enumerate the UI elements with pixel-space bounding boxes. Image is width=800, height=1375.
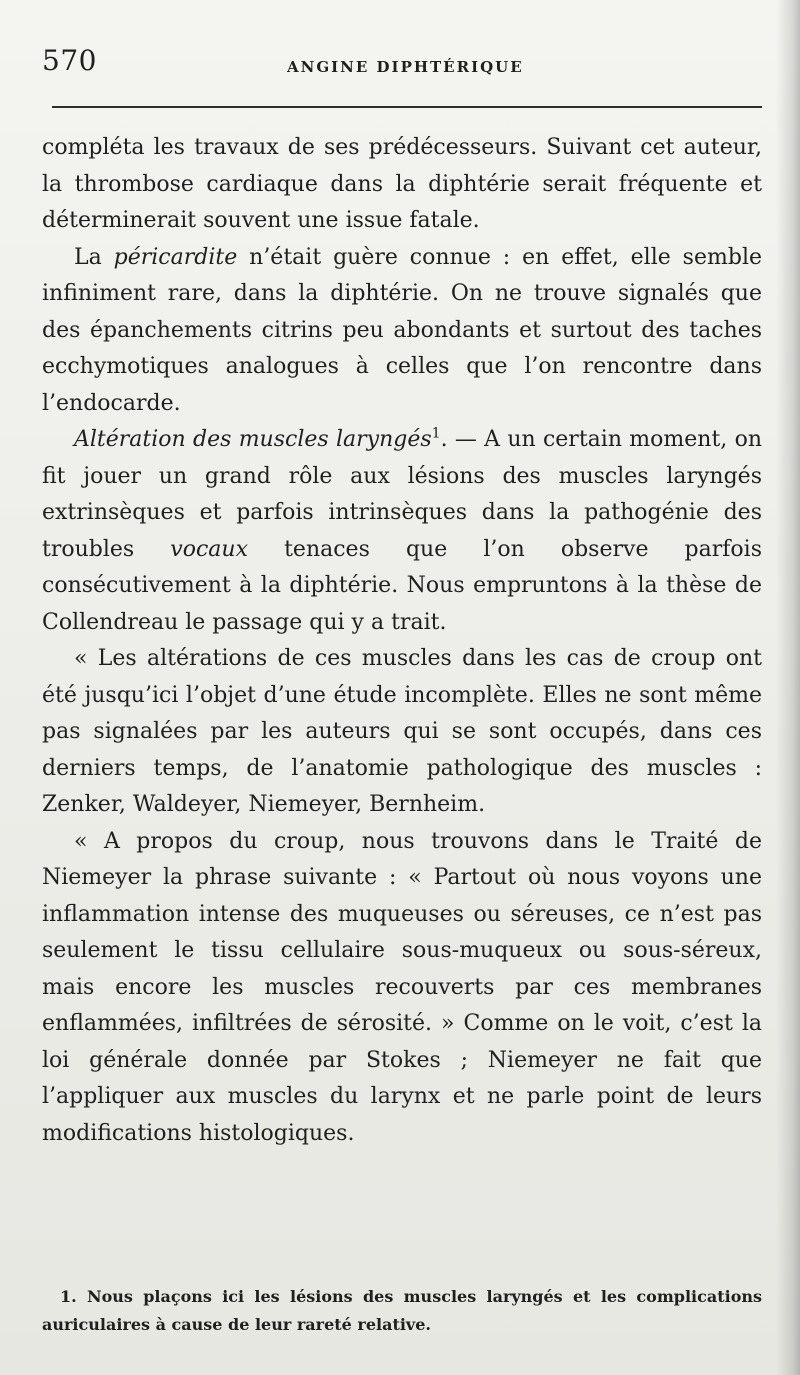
paragraph-pericardite — [42, 240, 762, 423]
running-title: ANGINE DIPHTÉRIQUE — [287, 58, 524, 76]
section-title-alteration: Altération des muscles laryngés — [74, 427, 432, 452]
paragraph-quotation-1 — [42, 641, 762, 824]
paragraph-muscles-laryngés — [42, 422, 762, 641]
paragraph-3-text-b: tenaces que l’on observe parfois consécutivement à la diphtérie. Nous empruntons à la thèse de Collendreau le passage qui y a trait. — [42, 536, 762, 635]
page-number: 570 — [42, 44, 97, 77]
paragraph-5-text: « A propos du croup, nous trouvons dans le Traité de Niemeyer la phrase suivante : « Partout où nous voyons une inflammation intense des muqueuses ou séreuses, ce n’est pas seulement le tissu cellulaire sous-muqueux ou sous-séreux, mais encore les muscles recouverts par ces membranes enflammées, infiltrées de sérosité. » Comme on le voit, c’est la loi générale donnée par Stokes ; Niemeyer ne fait que l’appliquer aux muscles du larynx et ne parle point de leurs modifications histologiques. — [42, 828, 762, 1146]
paragraph-continuation — [42, 130, 762, 240]
footnote-reference: 1 — [431, 425, 441, 442]
header-rule — [52, 106, 762, 108]
paragraph-quotation-2 — [42, 824, 762, 1153]
paragraph-4-text: « Les altérations de ces muscles dans les cas de croup ont été jusqu’ici l’objet d’une étude incomplète. Elles ne sont même pas signalées par les auteurs qui se sont occupés, dans ces derniers temps, de l’anatomie pathologique des muscles : Zenker, Waldeyer, Niemeyer, Bernheim. — [42, 646, 762, 817]
paragraph-2-start: La — [74, 244, 114, 270]
main-text — [42, 130, 762, 1152]
pericardite-term: péricardite — [113, 244, 238, 270]
footnote-section — [42, 1283, 762, 1339]
paragraph-1-text: compléta les travaux de ses prédécesseurs. Suivant cet auteur, la thrombose cardiaque dans la diphtérie serait fréquente et déterminerait souvent une issue fatale. — [42, 135, 762, 233]
paragraph-2-end: n’était guère connue : en effet, elle semble infiniment rare, dans la diphtérie. On ne trouve signalés que des épanchements citrins peu abondants et surtout des taches ecchymotiques analogues à celles que l’on rencontre dans l’endocarde. — [42, 244, 762, 416]
vocaux-term: vocaux — [170, 536, 248, 562]
footnote-1: 1. Nous plaçons ici les lésions des muscles laryngés et les complications auriculaires à cause de leur rareté relative. — [42, 1287, 762, 1334]
page-header — [42, 45, 762, 85]
paragraph-3-text-a: . — A un certain moment, on fit jouer un grand rôle aux lésions des muscles laryngés extrinsèques et parfois intrinsèques dans la pathogénie des troubles — [42, 427, 762, 562]
